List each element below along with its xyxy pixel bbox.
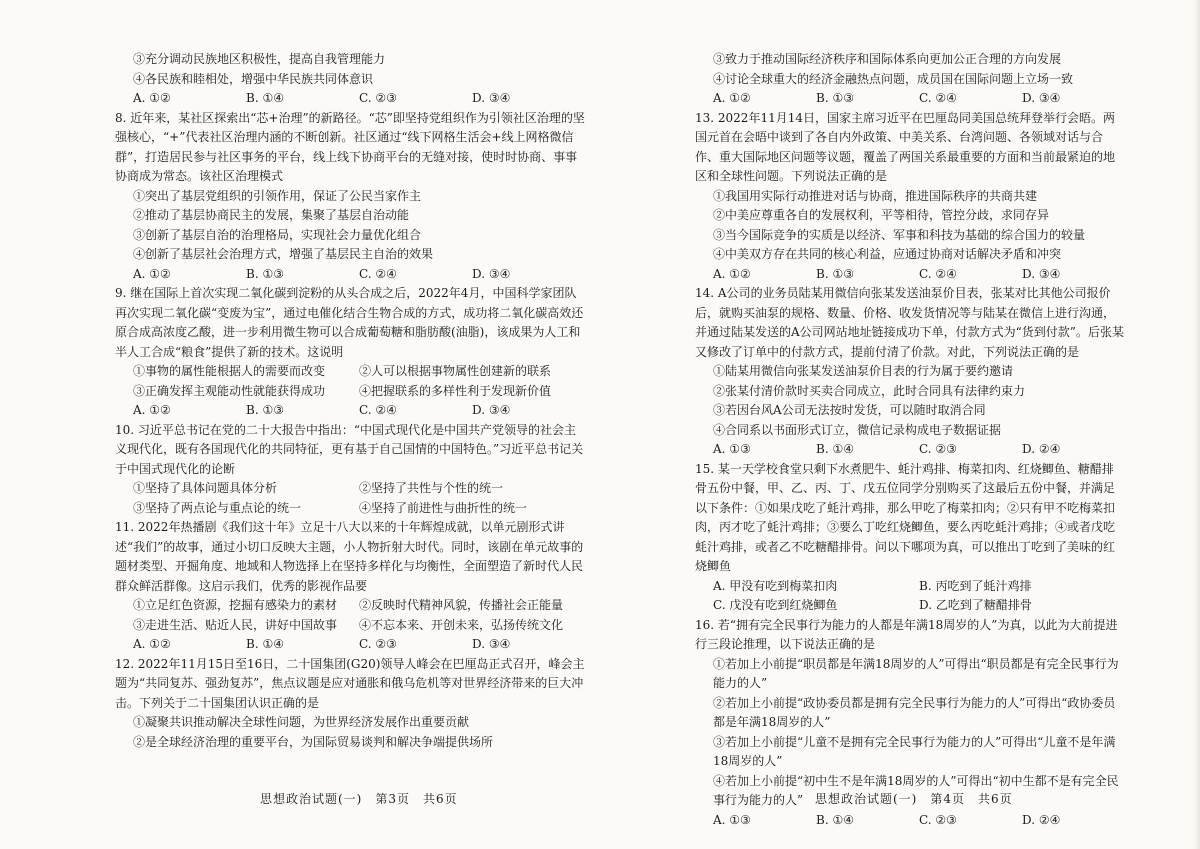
question-13-stem: 13. 2022年11月14日，国家主席习近平在巴厘岛同美国总统拜登举行会晤。两国元首在会晤中谈到了各自内外政策、中美关系、台湾问题、各领域对话与合作、重大国际地区问题等议题，覆盖了两国关系最重要的方面和当前最紧迫的地区和全球性问题。下列说法正确的是 [695, 110, 1116, 183]
option-line: ④合同系以书面形式订立，微信记录构成电子数据证据 [713, 422, 1002, 437]
option-line: ④讨论全球重大的经济金融热点问题，成员国在国际问题上立场一致 [713, 71, 1074, 86]
page-footer: 思想政治试题(一) 第3页 共6页 [260, 792, 458, 806]
option-line: ③若加上小前提“儿童不是拥有完全民事行为能力的人”可得出“儿童不是年满18周岁的人” [713, 734, 1116, 768]
option-line: ①我国用实际行动推进对话与协商，推进国际秩序的共商共建 [713, 188, 1038, 203]
option-pair: ①立足红色资源，挖掘有感染力的素材 ②反映时代精神风貌，传播社会正能量 [133, 598, 564, 612]
option-line: ②是全球经济治理的重要平台，为国际贸易谈判和解决争端提供场所 [133, 734, 494, 749]
option-line: ③致力于推动国际经济秩序和国际体系向更加公正合理的方向发展 [713, 52, 1062, 66]
option-pair: ①事物的属性能根据人的需要而改变 ②人可以根据事物属性创建新的联系 [133, 364, 552, 378]
answer-choices: A. ①③ B. ①④ C. ②③ D. ②④ [713, 442, 1061, 456]
option-line: ④中美双方存在共同的核心利益，应通过协商对话解决矛盾和冲突 [713, 247, 1062, 261]
scan-edge-shadow [1194, 0, 1200, 849]
option-line: ②若加上小前提“政协委员都是拥有完全民事行为能力的人”可得出“政协委员都是年满18周岁的人” [713, 695, 1116, 729]
question-15-stem: 15. 某一天学校食堂只剩下水煮肥牛、蚝汁鸡排、梅菜扣肉、红烧鲫鱼、糖醋排骨五份中餐，甲、乙、丙、丁、戊五位同学分别购买了这最后五份中餐，并满足以下条件：①如果戊吃了蚝汁鸡排，那么甲吃了梅菜扣肉；②只有甲不吃梅菜扣肉，丙才吃了蚝汁鸡排；③要么丁吃红烧鲫鱼，要么丙吃蚝汁鸡排；④或者戊吃蚝汁鸡排，或者乙不吃糖醋排骨。问以下哪项为真，可以推出丁吃到了美味的红烧鲫鱼 [695, 461, 1116, 573]
answer-choices: A. ①② B. ①③ C. ②④ D. ③④ [713, 266, 1061, 281]
option-line: ①陆某用微信向张某发送油泵价目表的行为属于要约邀请 [713, 364, 1014, 378]
option-line: ①凝聚共识推动解决全球性问题，为世界经济发展作出重要贡献 [133, 715, 470, 729]
question-8-stem: 8. 近年来，某社区探索出“芯+治理”的新路径。“芯”即坚持党组织作为引领社区治理的坚强核心，“+”代表社区治理内涵的不断创新。社区通过“线下网格生活会+线上网格微信群”，打造居民参与社区事务的平台，线上线下协商平台的无缝对接，使时时协商、事事协商成为常态。该社区治理模式 [115, 110, 585, 183]
option-line: ④各民族和睦相处，增强中华民族共同体意识 [133, 71, 374, 86]
option-pair: C. 戊没有吃到红烧鲫鱼 D. 乙吃到了糖醋排骨 [713, 598, 1032, 612]
answer-choices: A. ①② B. ①④ C. ②③ D. ③④ [133, 91, 511, 105]
answer-choices: A. ①② B. ①③ C. ②④ D. ③④ [713, 91, 1061, 105]
question-16-stem: 16. 若“拥有完全民事行为能力的人都是年满18周岁的人”为真，以此为大前提进行三段论推理，以下说法正确的是 [695, 617, 1118, 651]
answer-choices: A. ①② B. ①③ C. ②④ D. ③④ [133, 266, 511, 281]
question-10-stem: 10. 习近平总书记在党的二十大报告中指出：“中国式现代化是中国共产党领导的社会主义现代化，既有各国现代化的共同特征，更有基于自己国情的中国特色。”习近平总书记关于中国式现代化的论断 [115, 422, 584, 476]
option-pair: ③坚持了两点论与重点论的统一 ④坚持了前进性与曲折性的统一 [133, 500, 528, 515]
option-line: ③创新了基层自治的治理格局，实现社会力量优化组合 [133, 227, 422, 242]
option-line: ②中美应尊重各自的发展权利，平等相待，管控分歧，求同存异 [713, 208, 1050, 222]
option-line: ①突出了基层党组织的引领作用，保证了公民当家作主 [133, 188, 422, 203]
option-pair: ③正确发挥主观能动性就能获得成功 ④把握联系的多样性利于发现新价值 [133, 383, 552, 398]
option-line: ②推动了基层协商民主的发展，集聚了基层自治动能 [133, 208, 410, 222]
option-line: ④若加上小前提“初中生不是年满18周岁的人”可得出“初中生都不是有完全民事行为能力的人” [713, 773, 1119, 807]
question-12-stem: 12. 2022年11月15日至16日，二十国集团(G20)领导人峰会在巴厘岛正式召开，峰会主题为“共同复苏、强劲复苏”，焦点议题是应对通胀和俄乌危机等对世界经济带来的巨大冲击。下列关于二十国集团认识正确的是 [115, 656, 585, 710]
option-line: ②张某付清价款时买卖合同成立，此时合同具有法律约束力 [713, 383, 1026, 398]
answer-choices: A. ①② B. ①④ C. ②③ D. ③④ [133, 637, 511, 651]
option-line: ③当今国际竞争的实质是以经济、军事和科技为基础的综合国力的较量 [713, 227, 1086, 242]
option-line: ①若加上小前提“职员都是年满18周岁的人”可得出“职员都是有完全民事行为能力的人” [713, 656, 1119, 690]
option-pair: ①坚持了具体问题具体分析 ②坚持了共性与个性的统一 [133, 481, 504, 495]
option-line: ④创新了基层社会治理方式，增强了基层民主自治的效果 [133, 247, 434, 261]
page-3-column [115, 50, 585, 752]
question-11-stem: 11. 2022年热播剧《我们这十年》立足十八大以来的十年辉煌成就，以单元剧形式讲述“我们”的故事，通过小切口反映大主题，小人物折射大时代。同时，该剧在单元故事的题材类型、开掘角度、地域和人物选择上在坚持多样化与均衡性，全面塑造了新时代人民群众鲜活群像。这启示我们，优秀的影视作品要 [115, 520, 584, 593]
option-pair: ③走进生活、贴近人民，讲好中国故事 ④不忘本来、开创未来，弘扬传统文化 [133, 617, 564, 632]
option-pair: A. 甲没有吃到梅菜扣肉 B. 丙吃到了蚝汁鸡排 [713, 578, 1032, 593]
page-4-column [695, 50, 1125, 830]
question-14-stem: 14. A公司的业务员陆某用微信向张某发送油泵价目表，张某对比其他公司报价后，就购买油泵的规格、数量、价格、收发货情况等与陆某在微信上进行沟通，并通过陆某发送的A公司网站地址链接成功下单，付款方式为“货到付款”。后张某又修改了订单中的付款方式，提前付清了价款。对此，下列说法正确的是 [695, 286, 1124, 359]
question-9-stem: 9. 继在国际上首次实现二氧化碳到淀粉的从头合成之后，2022年4月，中国科学家团队再次实现二氧化碳“变废为宝”，通过电催化结合生物合成的方式，成功将二氧化碳高效还原合成高浓度乙酸，进一步利用微生物可以合成葡萄糖和脂肪酸(油脂)，该成果为人工和半人工合成“粮食”提供了新的技术。这说明 [115, 286, 584, 359]
option-line: ③充分调动民族地区积极性，提高自我管理能力 [133, 52, 386, 66]
answer-choices: A. ①② B. ①③ C. ②④ D. ③④ [133, 403, 511, 417]
option-line: ③若因台风A公司无法按时发货，可以随时取消合同 [713, 403, 986, 417]
page-footer: 思想政治试题(一) 第4页 共6页 [815, 792, 1013, 806]
answer-choices: A. ①③ B. ①④ C. ②③ D. ②④ [713, 812, 1061, 827]
